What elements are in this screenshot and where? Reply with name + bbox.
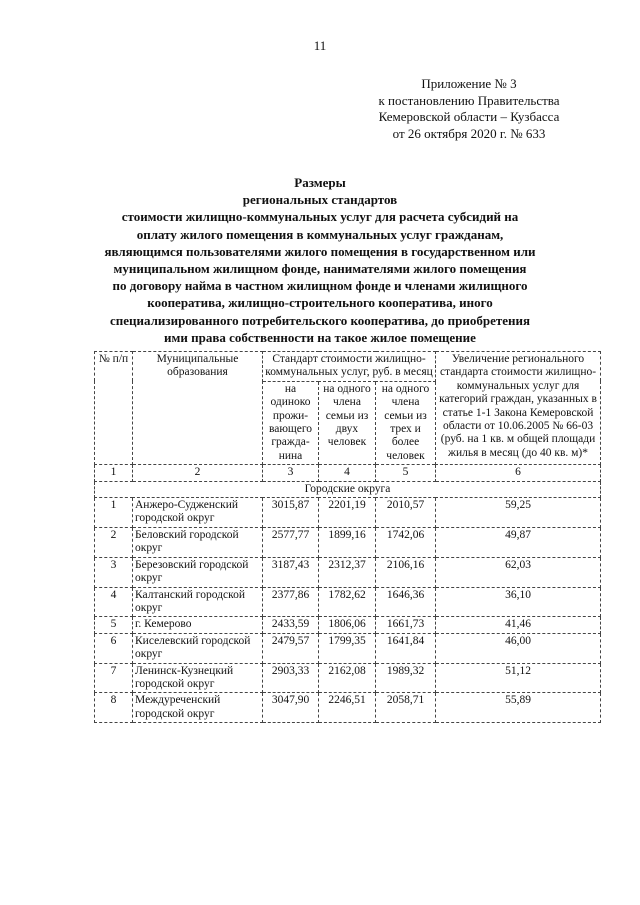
title-line: оплату жилого помещения в коммунальных услуг гражданам,	[136, 226, 504, 242]
row-two-value: 1799,35	[319, 633, 376, 663]
row-increase-value: 62,03	[436, 557, 601, 587]
title-line: кооператива, жилищно-строительного кооператива, иного	[147, 295, 493, 311]
row-increase-value: 41,46	[436, 617, 601, 633]
col-number: 3	[263, 465, 319, 481]
row-municipality: Березовский городской округ	[133, 557, 263, 587]
table-row	[95, 527, 601, 557]
title-line: являющимся пользователями жилого помещения в государственном или	[104, 243, 536, 259]
row-number: 7	[95, 663, 133, 693]
group-row	[95, 481, 601, 497]
row-single-value: 2577,77	[263, 527, 319, 557]
title-line: муниципальном жилищном фонде, нанимателями жилого помещения	[113, 261, 527, 277]
row-single-value: 2377,86	[263, 587, 319, 617]
page-number: 11	[313, 38, 327, 53]
title-line: по договору найма в частном жилищном фонде и членами жилищного	[112, 278, 528, 294]
row-two-value: 2312,37	[319, 557, 376, 587]
row-municipality: Калтанский городской округ	[133, 587, 263, 617]
appendix-line-4: от 26 октября 2020 г. № 633	[392, 125, 546, 141]
row-three-value: 1989,32	[376, 663, 436, 693]
col-number: 5	[376, 465, 436, 481]
title-line: специализированного потребительского кооператива, до приобретения	[109, 312, 531, 328]
appendix-line-2: к постановлению Правительства	[378, 92, 560, 108]
appendix-line-3: Кемеровской области – Кузбасса	[378, 109, 560, 124]
row-two-value: 2246,51	[319, 693, 376, 723]
header-increase: Увеличение регионального стандарта стоимости жилищно-коммунальных услуг для категорий граждан, указанных в статье 1-1 Закона Кемеровской области от 10.06.2005 № 66-03 (руб. на 1 кв. м общей площади жилья в месяц (до 40 кв. м)*	[436, 352, 601, 465]
row-number: 2	[95, 527, 133, 557]
row-three-value: 1646,36	[376, 587, 436, 617]
row-number: 4	[95, 587, 133, 617]
row-three-value: 2058,71	[376, 693, 436, 723]
row-increase-value: 49,87	[436, 527, 601, 557]
row-municipality: Анжеро-Судженский городской округ	[133, 498, 263, 528]
header-municipality: Муниципальные образования	[133, 352, 263, 465]
row-two-value: 1782,62	[319, 587, 376, 617]
header-num: № п/п	[95, 352, 133, 465]
col-number: 1	[95, 465, 133, 481]
col-number: 6	[436, 465, 601, 481]
row-single-value: 2903,33	[263, 663, 319, 693]
row-two-value: 1899,16	[319, 527, 376, 557]
row-two-value: 2201,19	[319, 498, 376, 528]
title-line: региональных стандартов	[242, 192, 398, 208]
appendix-block	[338, 76, 600, 142]
row-increase-value: 55,89	[436, 693, 601, 723]
group-label: Городские округа	[95, 481, 601, 497]
row-three-value: 1661,73	[376, 617, 436, 633]
row-increase-value: 46,00	[436, 633, 601, 663]
row-municipality: Киселевский городской округ	[133, 633, 263, 663]
header-three-plus: на одного члена семьи из трех и более человек	[376, 381, 436, 464]
table-row	[95, 617, 601, 633]
document-title	[70, 174, 570, 346]
row-three-value: 1742,06	[376, 527, 436, 557]
row-two-value: 2162,08	[319, 663, 376, 693]
row-number: 5	[95, 617, 133, 633]
header-standard: Стандарт стоимости жилищно-коммунальных услуг, руб. в месяц	[263, 352, 436, 382]
table-row	[95, 693, 601, 723]
row-number: 3	[95, 557, 133, 587]
row-number: 8	[95, 693, 133, 723]
title-line: стоимости жилищно-коммунальных услуг для расчета субсидий на	[121, 209, 519, 225]
table-row	[95, 587, 601, 617]
table-row	[95, 663, 601, 693]
title-line: Размеры	[294, 175, 346, 190]
row-three-value: 1641,84	[376, 633, 436, 663]
row-municipality: Ленинск-Кузнецкий городской округ	[133, 663, 263, 693]
row-single-value: 3187,43	[263, 557, 319, 587]
row-single-value: 2479,57	[263, 633, 319, 663]
table-row	[95, 557, 601, 587]
appendix-line-1: Приложение № 3	[421, 76, 517, 91]
row-two-value: 1806,06	[319, 617, 376, 633]
table-header-row	[95, 352, 601, 382]
standards-table	[94, 351, 601, 723]
row-increase-value: 59,25	[436, 498, 601, 528]
row-single-value: 3047,90	[263, 693, 319, 723]
row-municipality: Междуреченский городской округ	[133, 693, 263, 723]
row-number: 6	[95, 633, 133, 663]
row-municipality: Беловский городской округ	[133, 527, 263, 557]
row-three-value: 2010,57	[376, 498, 436, 528]
table-row	[95, 633, 601, 663]
header-two-person: на одного члена семьи из двух человек	[319, 381, 376, 464]
row-three-value: 2106,16	[376, 557, 436, 587]
row-single-value: 3015,87	[263, 498, 319, 528]
row-increase-value: 36,10	[436, 587, 601, 617]
column-number-row	[95, 465, 601, 481]
row-municipality: г. Кемерово	[133, 617, 263, 633]
table-row	[95, 498, 601, 528]
header-single: на одиноко прожи-вающего гражда-нина	[263, 381, 319, 464]
row-number: 1	[95, 498, 133, 528]
row-single-value: 2433,59	[263, 617, 319, 633]
col-number: 4	[319, 465, 376, 481]
row-increase-value: 51,12	[436, 663, 601, 693]
col-number: 2	[133, 465, 263, 481]
title-line: ими права собственности на такое жилое помещение	[164, 329, 476, 345]
